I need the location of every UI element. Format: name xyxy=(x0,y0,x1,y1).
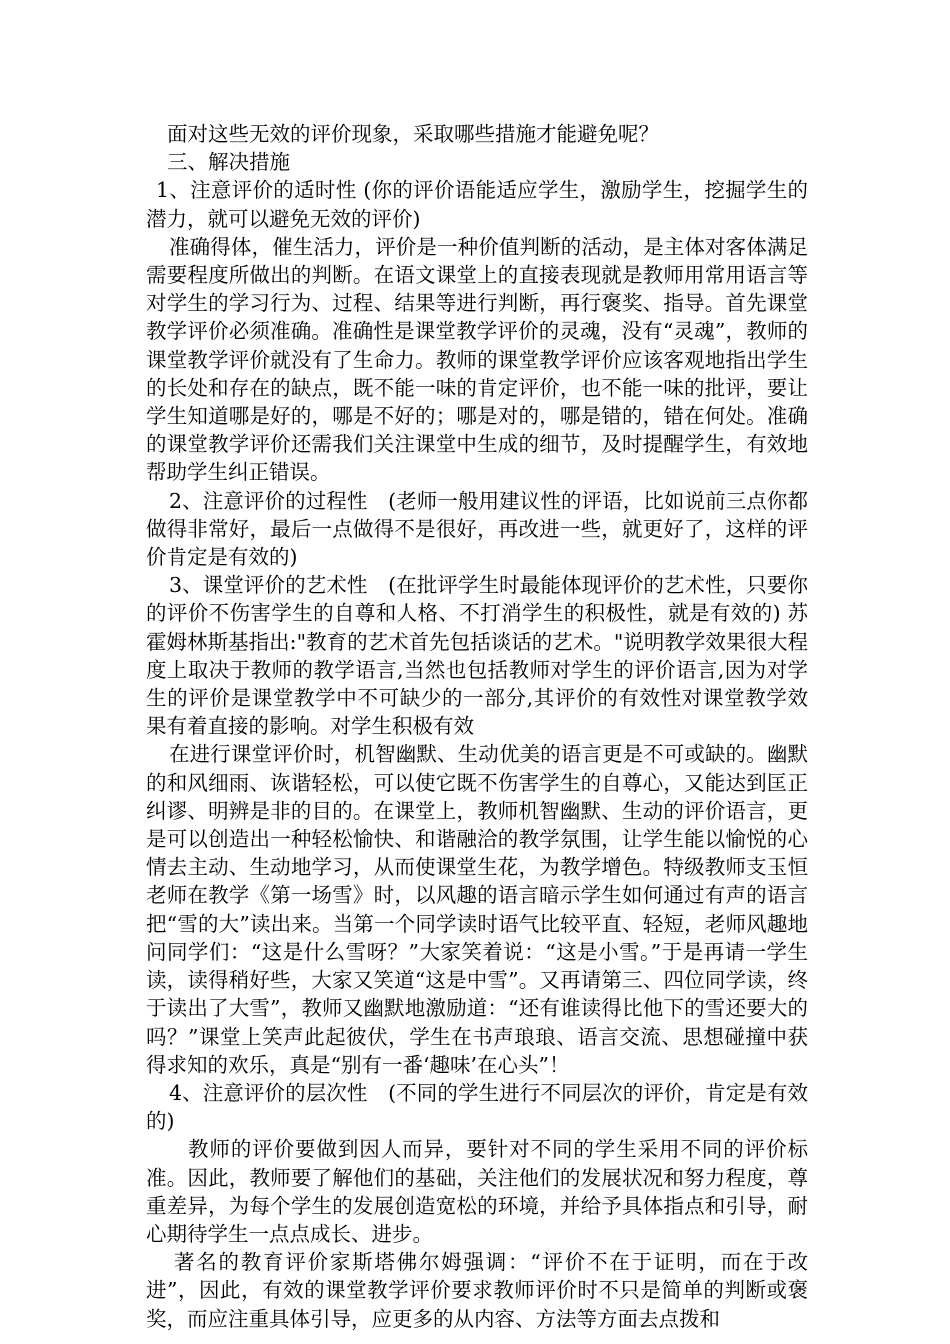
item-2-heading: 2、注意评价的过程性 (老师一般用建议性的评语，比如说前三点你都做得非常好，最后一点做得不是很好，再改进一些，就更好了，这样的评价肯定是有效的) xyxy=(146,488,808,570)
document-body xyxy=(146,120,808,1333)
paragraph-accuracy: 准确得体，催生活力，评价是一种价值判断的活动，是主体对客体满足需要程度所做出的判断。在语文课堂上的直接表现就是教师用常用语言等对学生的学习行为、过程、结果等进行判断，再行褒奖、指导。首先课堂教学评价必须准确。准确性是课堂教学评价的灵魂，没有“灵魂”，教师的课堂教学评价就没有了生命力。教师的课堂教学评价应该客观地指出学生的长处和存在的缺点，既不能一味的肯定评价，也不能一味的批评，要让学生知道哪是好的，哪是不好的；哪是对的，哪是错的，错在何处。准确的课堂教学评价还需我们关注课堂中生成的细节，及时提醒学生，有效地帮助学生纠正错误。 xyxy=(146,234,808,485)
paragraph-humor: 在进行课堂评价时，机智幽默、生动优美的语言更是不可或缺的。幽默的和风细雨、诙谐轻松，可以使它既不伤害学生的自尊心，又能达到匡正纠谬、明辨是非的目的。在课堂上，教师机智幽默、生动的评价语言，更是可以创造出一种轻松愉快、和谐融洽的教学氛围，让学生能以愉悦的心情去主动、生动地学习，从而使课堂生花，为教学增色。特级教师支玉恒老师在教学《第一场雪》时，以风趣的语言暗示学生如何通过有声的语言把“雪的大”读出来。当第一个同学读时语气比较平直、轻短，老师风趣地问同学们：“这是什么雪呀？”大家笑着说：“这是小雪。”于是再请一学生读，读得稍好些，大家又笑道“这是中雪”。又再请第三、四位同学读，终于读出了大雪”，教师又幽默地激励道：“还有谁读得比他下的雪还要大的吗？”课堂上笑声此起彼伏，学生在书声琅琅、语言交流、思想碰撞中获得求知的欢乐，真是“别有一番‘趣味’在心头”！ xyxy=(146,742,808,1077)
section-heading-solutions: 三、解决措施 xyxy=(167,150,290,175)
paragraph-differentiation: 教师的评价要做到因人而异，要针对不同的学生采用不同的评价标准。因此，教师要了解他们的基础，关注他们的发展状况和努力程度，尊重差异，为每个学生的发展创造宽松的环境，并给予具体指点和引导，耐心期待学生一点点成长、进步。 xyxy=(146,1137,808,1246)
paragraph-evaluation-quote: 著名的教育评价家斯塔佛尔姆强调：“评价不在于证明，而在于改进”，因此，有效的课堂教学评价要求教师评价时不只是简单的判断或褒奖，而应注重具体引导，应更多的从内容、方法等方面去点拨和 xyxy=(146,1250,808,1331)
item-4-heading: 4、注意评价的层次性 (不同的学生进行不同层次的评价，肯定是有效的) xyxy=(146,1080,808,1134)
paragraph-question: 面对这些无效的评价现象，采取哪些措施才能避免呢？ xyxy=(167,122,659,146)
item-3-heading: 3、课堂评价的艺术性 (在批评学生时最能体现评价的艺术性，只要你的评价不伤害学生的自尊和人格、不打消学生的积极性，就是有效的) 苏霍姆林斯基指出:"教育的艺术首先包括谈话的艺术。"说明教学效果很大程度上取决于教师的教学语言,当然也包括教师对学生的评价语言,因为对学生的评价是课堂教学中不可缺少的一部分,其评价的有效性对课堂教学效果有着直接的影响。对学生积极有效 xyxy=(146,573,808,739)
item-1-heading: 1、注意评价的适时性 (你的评价语能适应学生，激励学生，挖掘学生的潜力，就可以避免无效的评价) xyxy=(146,178,808,231)
